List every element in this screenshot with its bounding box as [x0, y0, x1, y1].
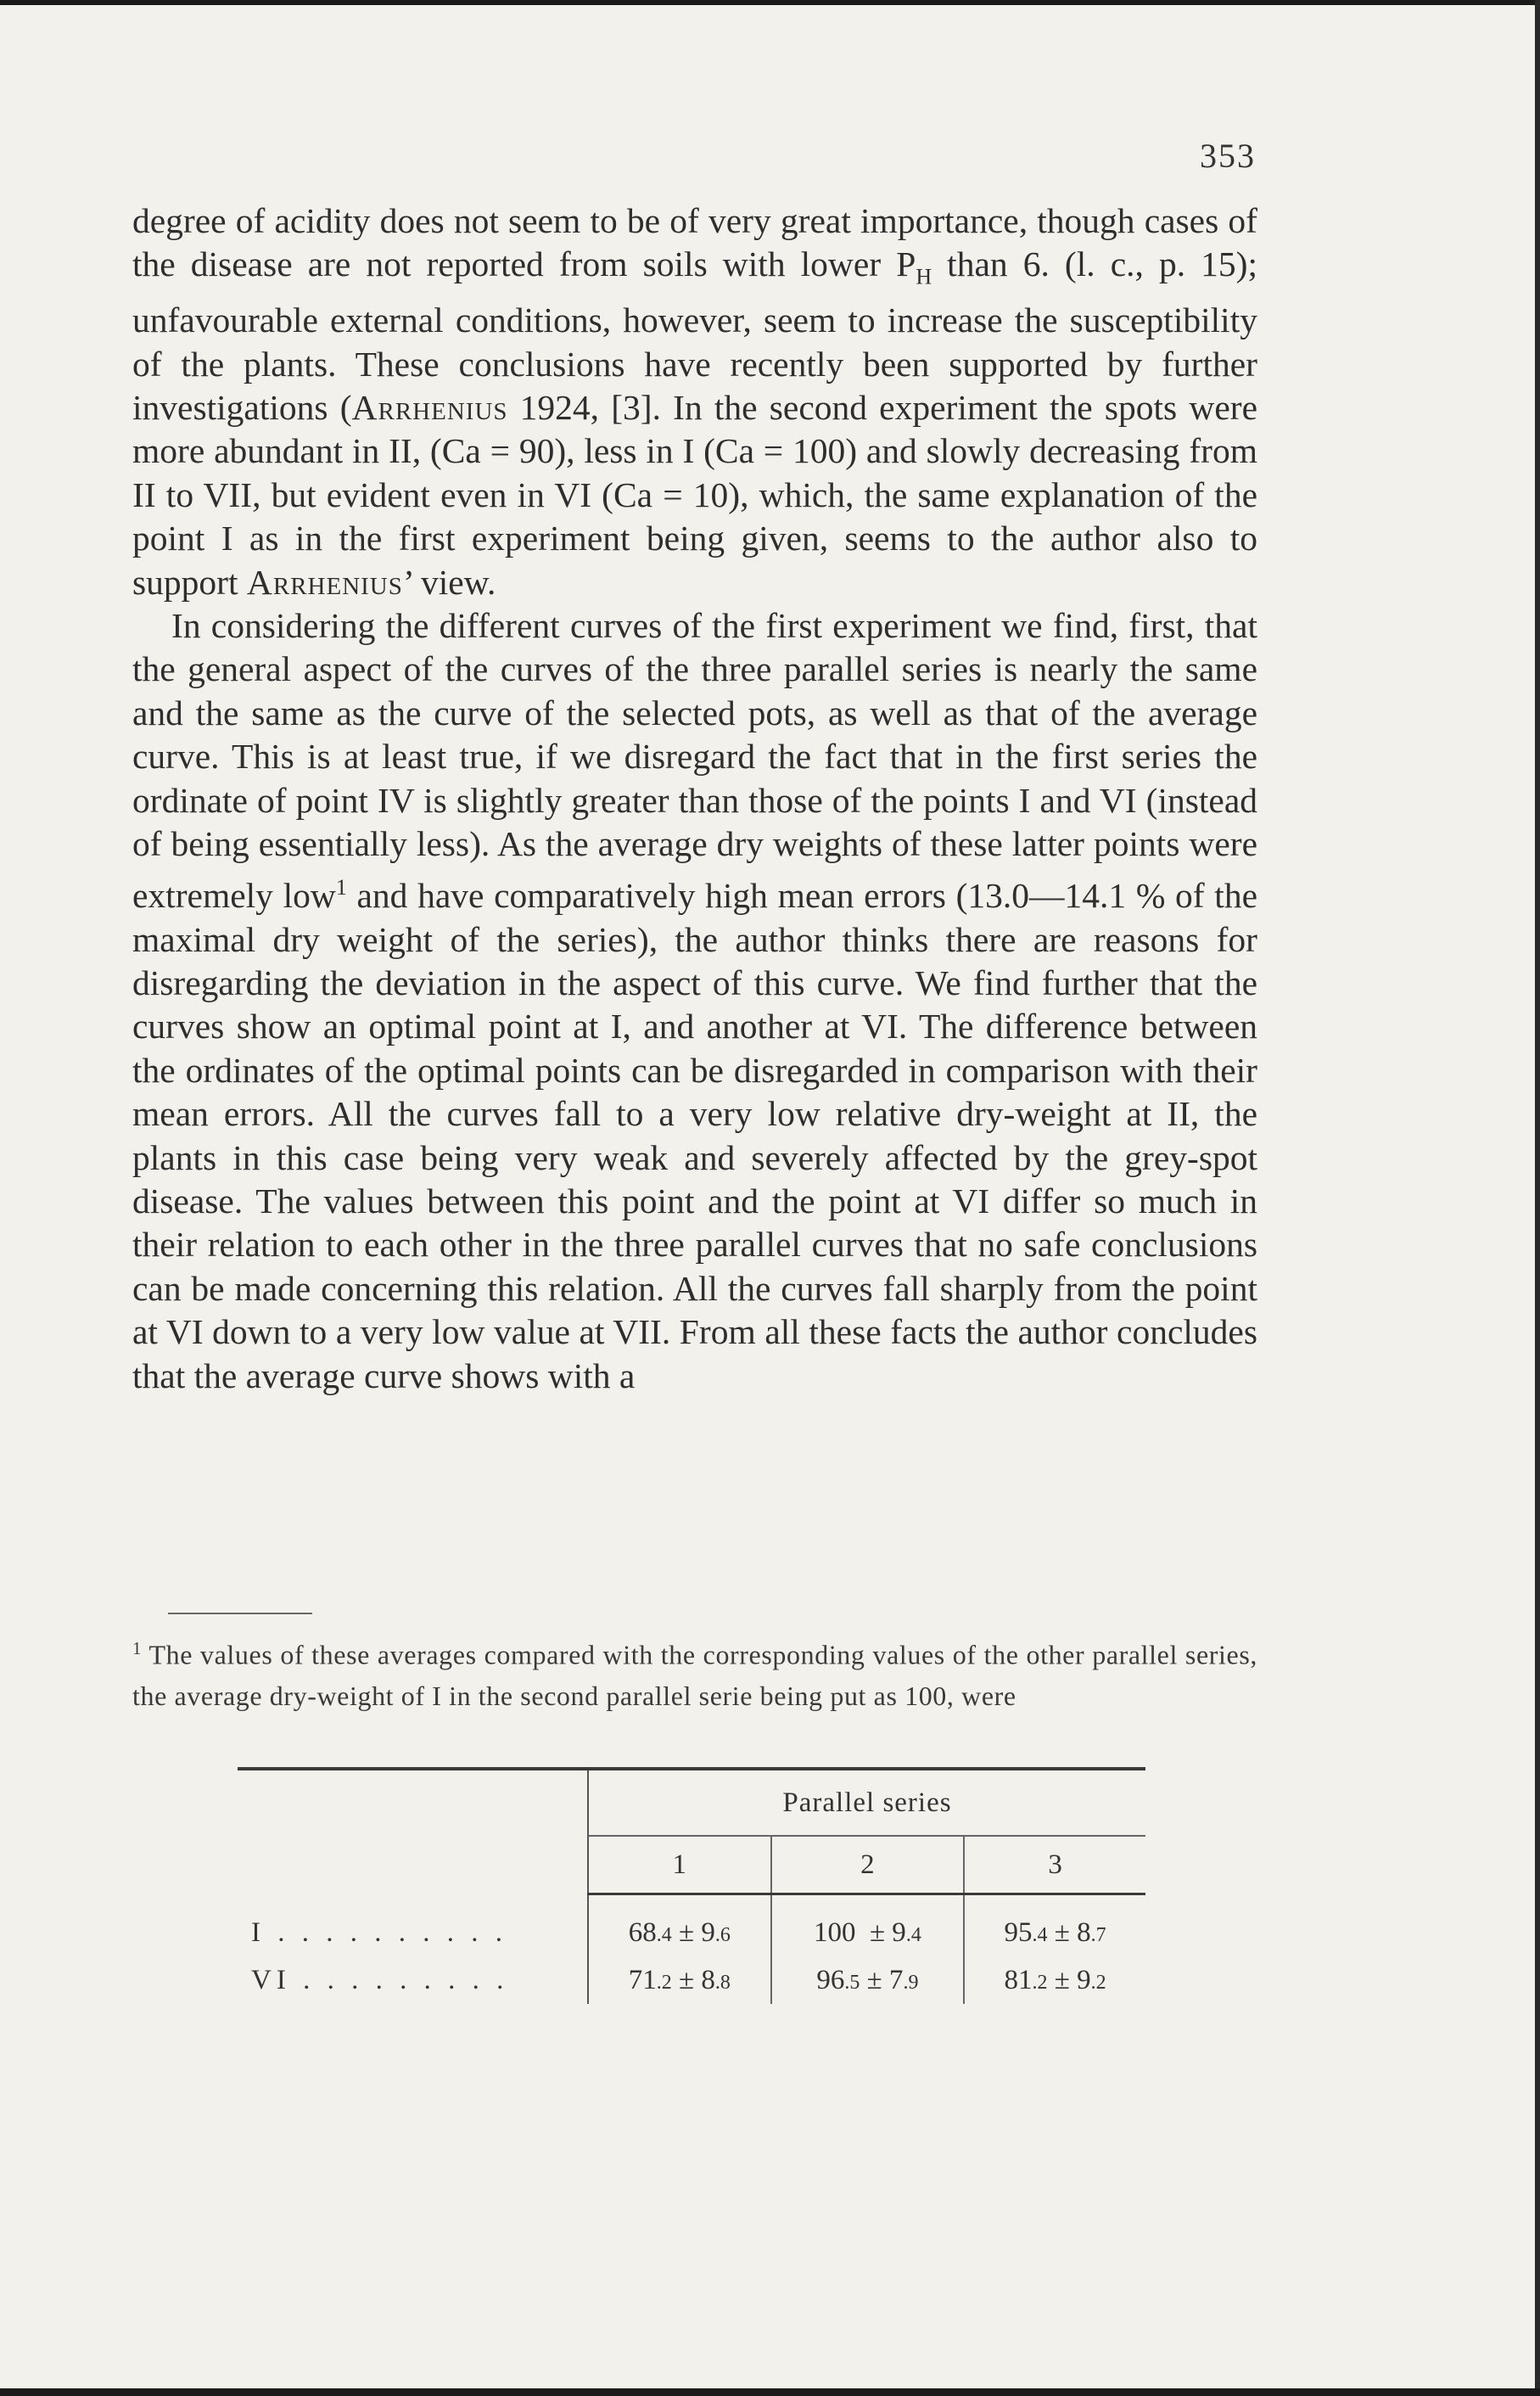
- table-row: [238, 1956, 1145, 2004]
- table-group-header: Parallel series: [588, 1769, 1145, 1836]
- row-label: I . . . . . . . . . .: [238, 1909, 588, 1956]
- footnote-rule: [168, 1613, 312, 1614]
- page-right-edge: [1535, 0, 1540, 2396]
- column-header: 2: [771, 1836, 965, 1893]
- column-header: 3: [1048, 1849, 1062, 1880]
- body-text: [132, 199, 1257, 1398]
- column-header: 1: [588, 1836, 771, 1893]
- author-name: Arrhenius: [246, 562, 403, 602]
- table-group-header-row: [238, 1769, 1145, 1836]
- text-run: than 6. (l. c., p. 15); unfavourable external conditions, however, seem to increase the susceptibility of the plants. These conclusions have recently been supported by further investigations (: [132, 244, 1257, 427]
- text-run: In considering the different curves of the first experiment we find, first, that the general aspect of the curves of the three parallel series is nearly the same and the same as the curve of the selected pots, as well as that of the average curve. This is at least true, if we disregard the fact that in the first series the ordinate of point IV is slightly greater than those of the points I and VI (instead of being essentially less). As the average dry weights of these latter points were extremely low: [132, 605, 1257, 916]
- table-cell: 81.2 ± 9.2: [1004, 1964, 1106, 1995]
- text-run: ’ view.: [402, 562, 496, 602]
- footnote-reference: 1: [335, 875, 347, 901]
- paragraph-1: [132, 199, 1257, 604]
- table-cell: 95.4 ± 8.7: [1004, 1916, 1106, 1948]
- paragraph-2: [132, 604, 1257, 1398]
- page-bottom-edge: [0, 2388, 1540, 2396]
- text-run: 1924, [3]. In the second experiment the spots were more abundant in II, (Ca = 90), less in I (Ca = 100) and slowly decreasing from II to VII, but evident even in VI (Ca = 10), which, the same explanation of the point I as in the first experiment being given, seems to the author also to support: [132, 387, 1257, 602]
- footnote-mark: 1: [132, 1638, 143, 1658]
- data-table: [238, 1767, 1145, 2004]
- footnote-text: The values of these averages compared with the corresponding values of the other parallel series, the average dry-weight of I in the second parallel serie being put as 100, were: [132, 1639, 1257, 1711]
- table-cell: 100 ± 9.4: [771, 1909, 965, 1956]
- parallel-series-table: [238, 1767, 1145, 2004]
- footnote: [132, 1628, 1257, 1716]
- text-run: degree of acidity does not seem to be of very great importance, though cases of the disease are not reported from soils with lower P: [132, 201, 1257, 284]
- table-cell: 96.5 ± 7.9: [771, 1956, 965, 2004]
- author-name: Arrhenius: [351, 387, 508, 427]
- table-cell: 68.4 ± 9.6: [588, 1909, 771, 1956]
- table-row: [238, 1909, 1145, 1956]
- row-label: VI . . . . . . . . .: [238, 1956, 588, 2004]
- text-run: and have comparatively high mean errors (13.0—14.1 % of the maximal dry weight of the series), the author thinks there are reasons for disregarding the deviation in the aspect of this curve. We find further that the curves show an optimal point at I, and another at VI. The difference between the ordinates of the optimal points can be disregarded in comparison with their mean errors. All the curves fall to a very low relative dry-weight at II, the plants in this case being very weak and severely affected by the grey-spot disease. The values between this point and the point at VI differ so much in their relation to each other in the three parallel curves that no safe conclusions can be made concerning this relation. All the curves fall sharply from the point at VI down to a very low value at VII. From all these facts the author concludes that the average curve shows with a: [132, 876, 1257, 1395]
- table-spacer: [238, 1894, 1145, 1910]
- page-top-edge: [0, 0, 1540, 5]
- ph-subscript: H: [916, 264, 932, 289]
- table-stub: [238, 1769, 588, 1893]
- page-number: 353: [1200, 137, 1256, 175]
- table-cell: 71.2 ± 8.8: [588, 1956, 771, 2004]
